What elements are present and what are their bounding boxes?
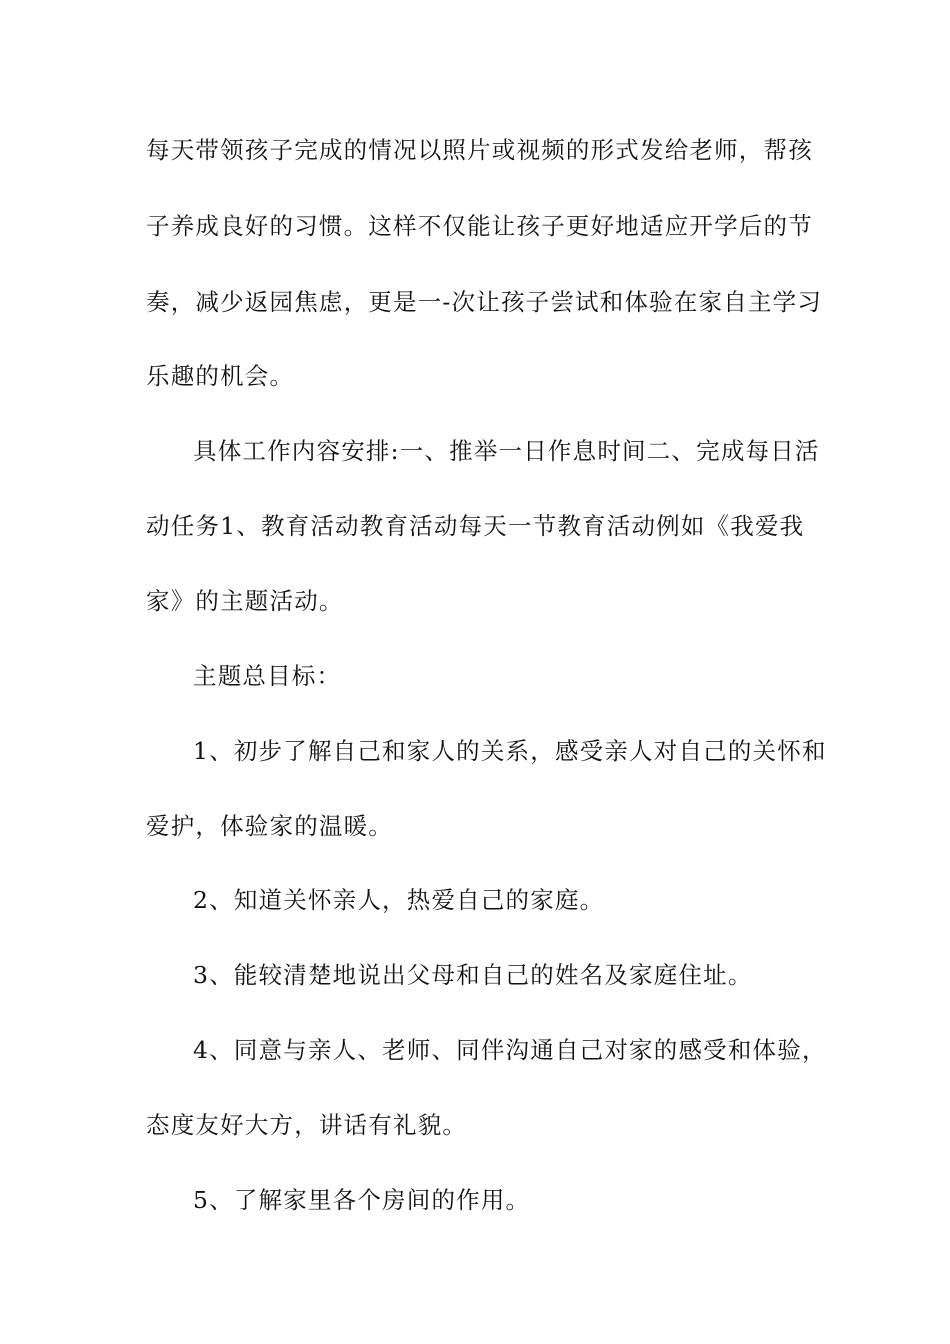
paragraph-line: 每天带领孩子完成的情况以照片或视频的形式发给老师，帮孩	[146, 136, 813, 164]
paragraph-line: 子养成良好的习惯。这样不仅能让孩子更好地适应开学后的节	[146, 212, 813, 240]
list-item: 2、知道关怀亲人，热爱自己的家庭。	[193, 886, 605, 914]
paragraph-line: 乐趣的机会。	[146, 362, 295, 390]
paragraph-line: 家》的主题活动。	[146, 587, 344, 615]
section-heading: 主题总目标：	[193, 662, 342, 690]
list-item: 3、能较清楚地说出父母和自己的姓名及家庭住址。	[193, 961, 753, 989]
list-item: 4、同意与亲人、老师、同伴沟通自己对家的感受和体验，	[193, 1036, 827, 1064]
list-item-continuation: 爱护，体验家的温暖。	[146, 812, 393, 840]
paragraph-line: 奏，减少返园焦虑，更是一-次让孩子尝试和体验在家自主学习	[146, 288, 823, 316]
paragraph-line: 动任务1、教育活动教育活动每天一节教育活动例如《我爱我	[146, 512, 805, 540]
list-item: 1、初步了解自己和家人的关系，感受亲人对自己的关怀和	[193, 737, 827, 765]
list-item-continuation: 态度友好大方，讲话有礼貌。	[146, 1111, 468, 1139]
paragraph-line: 具体工作内容安排:一、推举一日作息时间二、完成每日活	[193, 437, 820, 465]
list-item: 5、了解家里各个房间的作用。	[193, 1186, 531, 1214]
